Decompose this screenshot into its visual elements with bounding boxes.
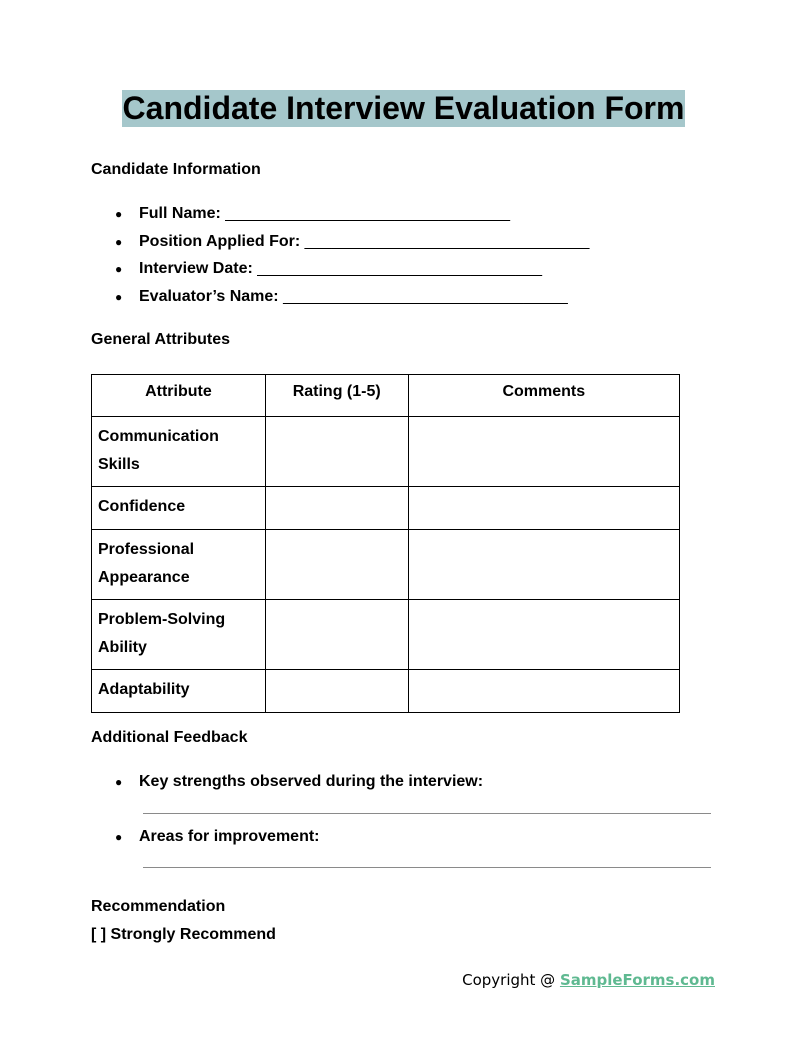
table-row (92, 600, 680, 670)
general-attributes-heading: General Attributes (91, 331, 230, 348)
candidate-info-list (91, 204, 589, 315)
list-item (91, 287, 589, 315)
brand-link[interactable]: SampleForms.com (559, 971, 715, 989)
strengths-answer-line[interactable] (143, 813, 711, 814)
table-row (92, 487, 680, 530)
column-header-rating: Rating (1-5) (265, 375, 408, 417)
comments-cell[interactable] (408, 670, 679, 713)
comments-cell[interactable] (408, 417, 679, 487)
additional-feedback-heading: Additional Feedback (91, 729, 248, 746)
list-item (91, 259, 589, 287)
table-row (92, 417, 680, 487)
field-blank[interactable]: ________________________________ (304, 232, 590, 250)
attribute-cell: Professional Appearance (92, 530, 266, 600)
table-header-row (92, 375, 680, 417)
comments-cell[interactable] (408, 487, 679, 530)
field-blank[interactable]: ________________________________ (283, 288, 568, 306)
list-item: ● Key strengths observed during the interview: (91, 772, 483, 792)
column-header-comments: Comments (408, 375, 679, 417)
attribute-cell: Communication Skills (92, 417, 266, 487)
strongly-recommend-option[interactable]: [ ] Strongly Recommend (91, 926, 276, 943)
attribute-cell: Confidence (92, 487, 266, 530)
rating-cell[interactable] (265, 600, 408, 670)
attribute-cell: Problem-Solving Ability (92, 600, 266, 670)
field-label: Position Applied For: (139, 232, 301, 250)
improvement-answer-line[interactable] (143, 867, 711, 868)
field-label: Evaluator’s Name: (139, 288, 279, 306)
list-item (91, 204, 589, 232)
title-wrapper (0, 90, 807, 127)
table-row (92, 530, 680, 600)
table-row (92, 670, 680, 713)
attributes-table (91, 374, 680, 713)
feedback-list (91, 827, 320, 847)
field-blank[interactable]: ________________________________ (225, 205, 510, 222)
list-item (91, 232, 589, 260)
rating-cell[interactable] (265, 417, 408, 487)
feedback-list (91, 772, 483, 792)
copyright-text: Copyright @ (462, 971, 560, 989)
recommendation-heading: Recommendation (91, 898, 226, 915)
field-label: Interview Date: (139, 260, 253, 278)
candidate-info-heading: Candidate Information (91, 161, 261, 178)
comments-cell[interactable] (408, 600, 679, 670)
rating-cell[interactable] (265, 487, 408, 530)
field-blank[interactable]: ________________________________ (257, 260, 543, 278)
column-header-attribute: Attribute (92, 375, 266, 417)
list-item: ● Areas for improvement: (91, 827, 320, 847)
footer-copyright (462, 970, 715, 990)
form-title: Candidate Interview Evaluation Form (122, 90, 685, 126)
field-label: Full Name: (139, 205, 221, 222)
rating-cell[interactable] (265, 530, 408, 600)
comments-cell[interactable] (408, 530, 679, 600)
rating-cell[interactable] (265, 670, 408, 713)
attribute-cell: Adaptability (92, 670, 266, 713)
